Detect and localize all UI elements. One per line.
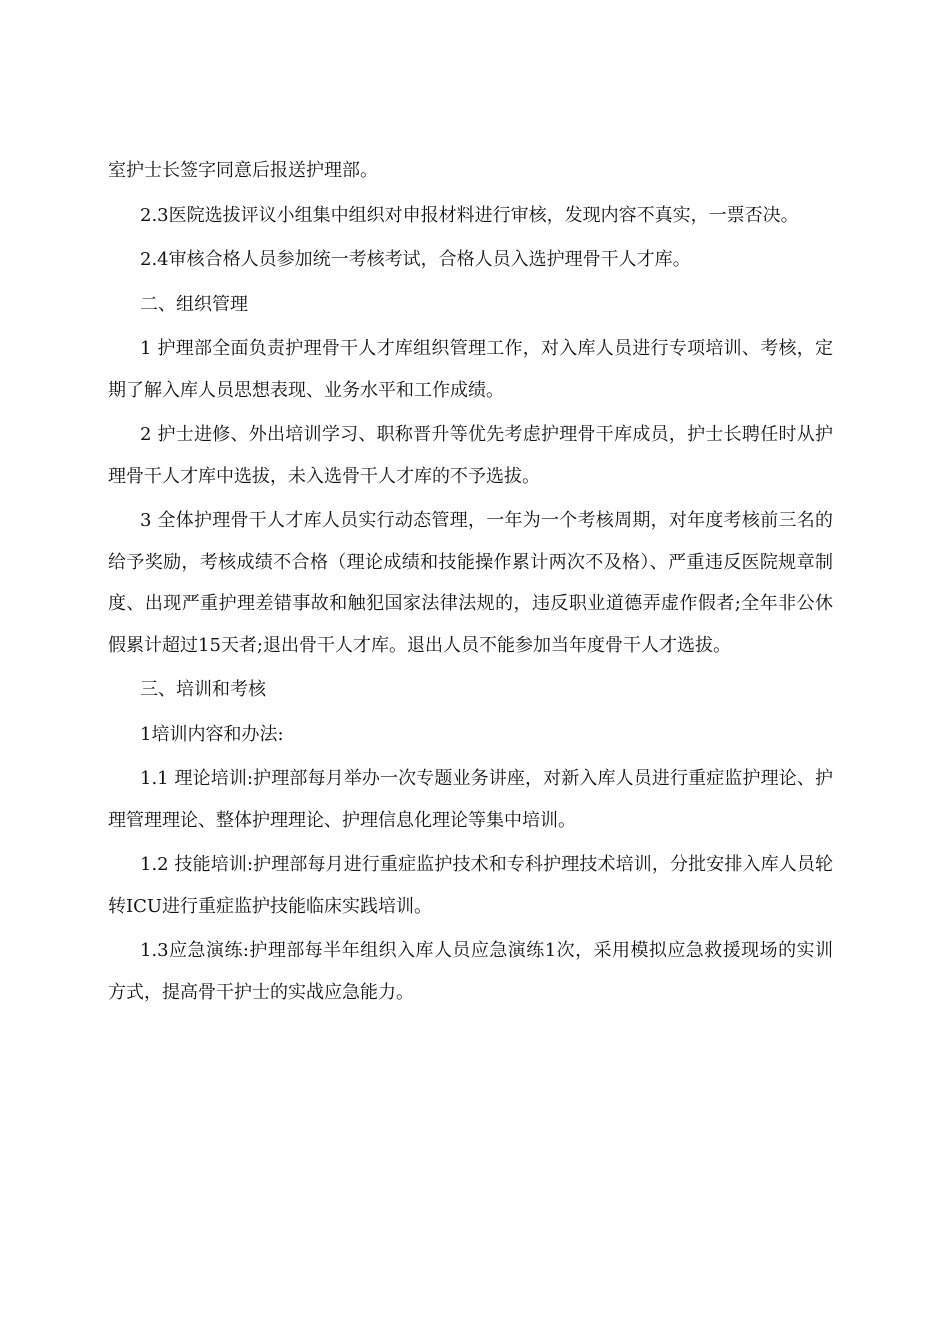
paragraph-2-3: 2.3医院选拔评议小组集中组织对申报材料进行审核，发现内容不真实，一票否决。 [140,204,799,226]
paragraph-org-2: 2 护士进修、外出培训学习、职称晋升等优先考虑护理骨干库成员，护士长聘任时从护理骨干人才库中选拔，未入选骨干人才库的不予选拔。 [108,424,833,487]
paragraph-org-3: 3 全体护理骨干人才库人员实行动态管理，一年为一个考核周期，对年度考核前三名的给予奖励，考核成绩不合格（理论成绩和技能操作累计两次不及格）、严重违反医院规章制度、出现严重护理差错事故和触犯国家法律法规的，违反职业道德弄虚作假者;全年非公休假累计超过15天者;退出骨干人才库。退出人员不能参加当年度骨干人才选拔。 [108,510,833,656]
paragraph-training-1: 1培训内容和办法: [140,723,284,745]
paragraph-training-1-3: 1.3应急演练:护理部每半年组织入库人员应急演练1次，采用模拟应急救援现场的实训方式，提高骨干护士的实战应急能力。 [108,940,833,1003]
paragraph-training-1-1: 1.1 理论培训:护理部每月举办一次专题业务讲座，对新入库人员进行重症监护理论、护理管理理论、整体护理理论、护理信息化理论等集中培训。 [108,768,833,831]
paragraph-2-4: 2.4审核合格人员参加统一考核考试，合格人员入选护理骨干人才库。 [140,249,691,270]
section-heading-training: 三、培训和考核 [140,679,266,700]
paragraph-org-1: 1 护理部全面负责护理骨干人才库组织管理工作，对入库人员进行专项培训、考核，定期了解入库人员思想表现、业务水平和工作成绩。 [108,338,833,401]
paragraph-training-1-2: 1.2 技能培训:护理部每月进行重症监护技术和专科护理技术培训，分批安排入库人员轮转ICU进行重症监护技能临床实践培训。 [108,854,833,917]
document-body [108,150,833,1016]
paragraph-continuation: 室护士长签字同意后报送护理部。 [108,160,378,181]
section-heading-organization: 二、组织管理 [140,293,248,315]
